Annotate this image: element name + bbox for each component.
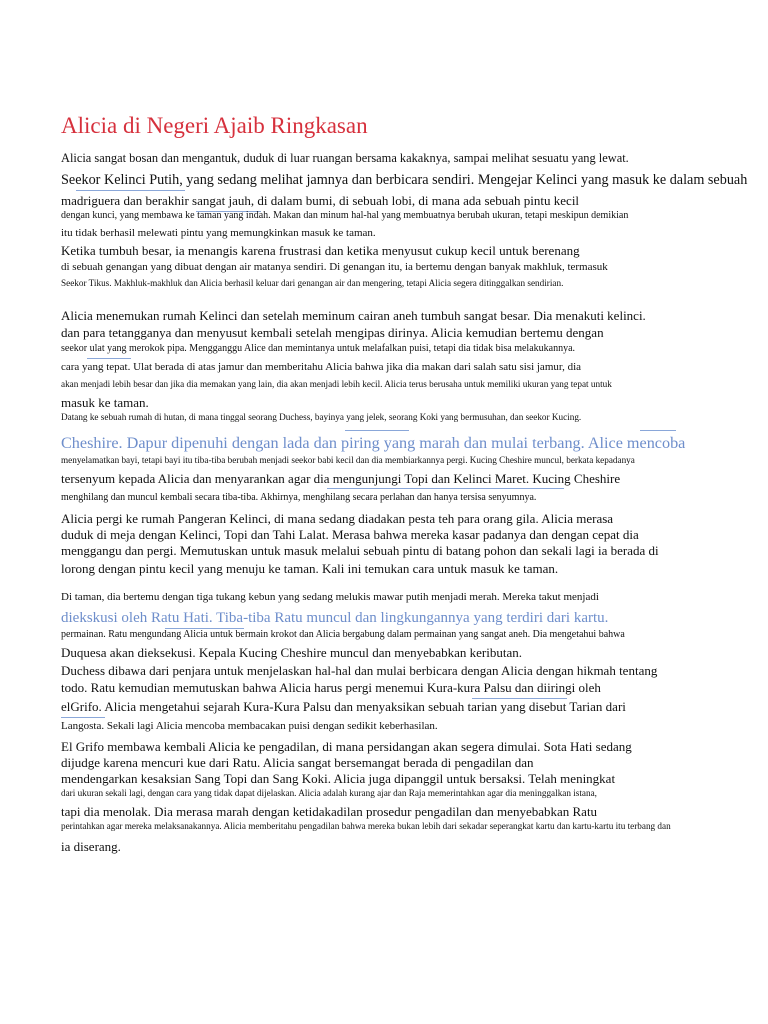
text-line: dijudge karena mencuri kue dari Ratu. Alicia sangat bersemangat berada di pengadilan dan [61,755,534,770]
text-line: Ketika tumbuh besar, ia menangis karena frustrasi dan ketika menyusut cukup kecil untuk berenang [61,243,580,258]
text-line: tersenyum kepada Alicia dan menyarankan agar dia mengunjungi Topi dan Kelinci Maret. Kucing Cheshire [61,471,621,486]
text-line: seekor ulat yang merokok pipa. Mengganggu Alice dan memintanya untuk melafalkan puisi, tetapi dia tidak bisa melakukannya. [61,343,576,354]
text-line: El Grifo membawa kembali Alicia ke pengadilan, di mana persidangan akan segera dimulai. Sota Hati sedang [61,739,632,754]
link-underline [345,430,409,431]
text-line: Alicia sangat bosan dan mengantuk, duduk di luar ruangan bersama kakaknya, sampai melihat sesuatu yang lewat. [61,151,629,165]
link-underline [76,190,185,191]
text-line: Cheshire. Dapur dipenuhi dengan lada dan piring yang marah dan mulai terbang. Alice mencoba [61,434,686,452]
text-line: lorong dengan pintu kecil yang menuju ke taman. Kali ini temukan cara untuk masuk ke taman. [61,561,559,576]
text-line: ia diserang. [61,839,121,854]
text-line: masuk ke taman. [61,395,149,410]
text-line: Alicia pergi ke rumah Pangeran Kelinci, di mana sedang diadakan pesta teh para orang gila. Alicia merasa [61,511,614,526]
text-line: Duquesa akan dieksekusi. Kepala Kucing Cheshire muncul dan menyebabkan keributan. [61,645,522,660]
text-line: diekskusi oleh Ratu Hati. Tiba-tiba Ratu muncul dan lingkungannya yang terdiri dari kartu. [61,610,609,626]
text-line: cara yang tepat. Ulat berada di atas jamur dan memberitahu Alicia bahwa jika dia makan dari salah satu sisi jamur, dia [61,361,582,373]
text-line: Seekor Tikus. Makhluk-makhluk dan Alicia berhasil keluar dari genangan air dan mengering, tetapi Alicia segera ditinggalkan sendirian. [61,278,564,288]
text-line: Alicia menemukan rumah Kelinci dan setelah meminum cairan aneh tumbuh sangat besar. Dia menakuti kelinci. [61,308,646,323]
text-line: menggangu dan pergi. Memutuskan untuk masuk melalui sebuah pintu di batang pohon dan sekali lagi ia berada di [61,543,659,558]
text-line: Duchess dibawa dari penjara untuk menjelaskan hal-hal dan mulai berbicara dengan Alicia dengan hikmah tentang [61,663,658,678]
page-title: Alicia di Negeri Ajaib Ringkasan [61,113,368,138]
text-line: di sebuah genangan yang dibuat dengan air matanya sendiri. Di genangan itu, ia bertemu dengan banyak makhluk, termasuk [61,261,608,273]
text-line: menghilang dan muncul kembali secara tiba-tiba. Akhirnya, menghilang secara perlahan dan hanya tersisa senyumnya. [61,492,537,503]
link-underline [327,488,564,489]
link-underline [87,358,131,359]
link-underline [61,717,105,718]
text-line: itu tidak berhasil melewati pintu yang memungkinkan masuk ke taman. [61,227,376,239]
text-line: dan para tetangganya dan menyusut kembali setelah mengipas dirinya. Alicia kemudian bertemu dengan [61,325,604,340]
text-line: menyelamatkan bayi, tetapi bayi itu tiba-tiba berubah menjadi seekor babi kecil dan dia membiarkannya pergi. Kucing Cheshire muncul, berkata kepadanya [61,455,635,465]
text-line: duduk di meja dengan Kelinci, Topi dan Tahi Lalat. Merasa bahwa mereka kasar padanya dan dengan cepat dia [61,527,639,542]
text-line: mendengarkan kesaksian Sang Topi dan Sang Koki. Alicia juga dipanggil untuk bersaksi. Telah meningkat [61,771,616,786]
link-underline [640,430,676,431]
text-line: Di taman, dia bertemu dengan tiga tukang kebun yang sedang melukis mawar putih menjadi merah. Mereka takut menjadi [61,591,599,603]
text-line: akan menjadi lebih besar dan jika dia memakan yang lain, dia akan menjadi lebih kecil. Alicia terus berusaha untuk memiliki ukuran yang tepat untuk [61,379,612,389]
text-line: todo. Ratu kemudian memutuskan bahwa Alicia harus pergi menemui Kura-kura Palsu dan diiringi oleh [61,680,601,695]
text-line: Seekor Kelinci Putih, yang sedang melihat jamnya dan berbicara sendiri. Mengejar Kelinci yang masuk ke dalam sebuah [61,172,748,188]
text-line: perintahkan agar mereka melaksanakannya. Alicia memberitahu pengadilan bahwa mereka bukan lebih dari sekadar seperangkat kartu dan kartu-kartu itu terbang dan [61,821,671,831]
text-line: madriguera dan berakhir sangat jauh, di dalam bumi, di sebuah lobi, di mana ada sebuah pintu kecil [61,193,580,208]
text-line: tapi dia menolak. Dia merasa marah dengan ketidakadilan prosedur pengadilan dan menyebabkan Ratu [61,804,598,819]
text-line: permainan. Ratu mengundang Alicia untuk bermain krokot dan Alicia bergabung dalam permainan yang sangat aneh. Dia mengetahui bahwa [61,629,625,640]
text-line: dengan kunci, yang membawa ke taman yang indah. Makan dan minum hal-hal yang membuatnya berubah ukuran, tetapi meskipun demikian [61,210,629,221]
text-line: Langosta. Sekali lagi Alicia mencoba membacakan puisi dengan sedikit keberhasilan. [61,720,438,732]
text-line: dari ukuran sekali lagi, dengan cara yang tidak dapat dijelaskan. Alicia adalah kurang ajar dan Raja memerintahkan agar dia meninggalkan istana, [61,788,597,798]
text-line: elGrifo. Alicia mengetahui sejarah Kura-Kura Palsu dan menyaksikan sebuah tarian yang disebut Tarian dari [61,699,626,714]
text-line: Datang ke sebuah rumah di hutan, di mana tinggal seorang Duchess, bayinya yang jelek, seorang Koki yang bermusuhan, dan seekor Kucing. [61,412,582,422]
